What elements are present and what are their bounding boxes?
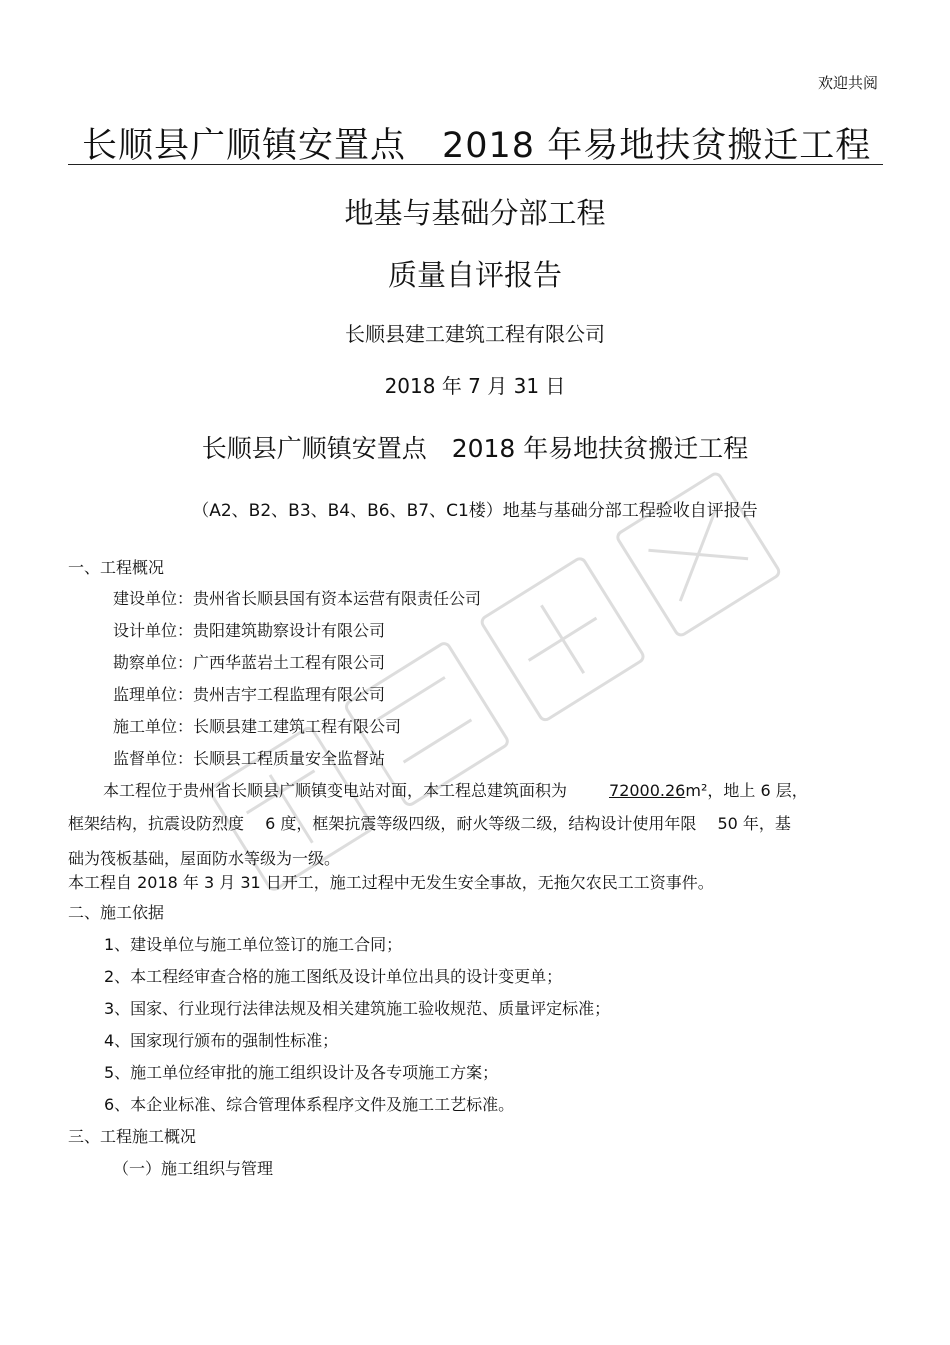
unit-monitor: 监督单位：长顺县工程质量安全监督站	[113, 749, 386, 768]
section2-heading: 二、施工依据	[68, 903, 165, 922]
overview-line-3: 础为筏板基础，屋面防水等级为一级。	[68, 849, 341, 868]
overview-text-a: 本工程位于贵州省长顺县广顺镇变电站对面，本工程总建筑面积为	[103, 781, 568, 800]
section1-heading: 一、工程概况	[68, 558, 165, 577]
section3-heading: 三、工程施工概况	[68, 1127, 197, 1146]
basis-item-1: 1、建设单位与施工单位签订的施工合同；	[104, 935, 403, 954]
unit-contractor: 施工单位：长顺县建工建筑工程有限公司	[113, 717, 402, 736]
main-title: 长顺县广顺镇安置点 2018 年易地扶贫搬迁工程	[82, 126, 872, 166]
header-note: 欢迎共阅	[817, 74, 878, 92]
total-area-unit: m²，地上 6 层，	[685, 781, 808, 800]
section3-sub1: （一）施工组织与管理	[113, 1159, 274, 1178]
basis-item-3: 3、国家、行业现行法律法规及相关建筑施工验收规范、质量评定标准；	[104, 999, 611, 1018]
unit-construction: 建设单位：贵州省长顺县国有资本运营有限责任公司	[113, 589, 482, 608]
basis-item-4: 4、国家现行颁布的强制性标准；	[104, 1031, 339, 1050]
title-divider	[68, 164, 883, 165]
overview-line-1	[103, 778, 808, 801]
report-date: 2018 年 7 月 31 日	[384, 374, 566, 398]
total-area-value: 72000.26	[609, 781, 686, 800]
overview-line-2: 框架结构，抗震设防烈度 6 度，框架抗震等级四级，耐火等级二级，结构设计使用年限 50 年，基	[68, 814, 791, 833]
unit-design: 设计单位：贵阳建筑勘察设计有限公司	[113, 621, 386, 640]
basis-item-5: 5、施工单位经审批的施工组织设计及各专项施工方案；	[104, 1063, 499, 1082]
unit-survey: 勘察单位：广西华蓝岩土工程有限公司	[113, 653, 386, 672]
basis-item-2: 2、本工程经审查合格的施工图纸及设计单位出具的设计变更单；	[104, 967, 563, 986]
subtitle-report: 质量自评报告	[387, 258, 562, 292]
basis-item-6: 6、本企业标准、综合管理体系程序文件及施工工艺标准。	[104, 1095, 515, 1114]
company-name: 长顺县建工建筑工程有限公司	[345, 322, 605, 346]
overview-line-4: 本工程自 2018 年 3 月 31 日开工，施工过程中无发生安全事故，无拖欠农民工工资事件。	[68, 873, 714, 892]
subtitle-division: 地基与基础分部工程	[344, 196, 606, 230]
project-title: 长顺县广顺镇安置点 2018 年易地扶贫搬迁工程	[201, 434, 749, 463]
report-subtitle: （A2、B2、B3、B4、B6、B7、C1楼）地基与基础分部工程验收自评报告	[192, 501, 758, 521]
unit-supervision: 监理单位：贵州吉宇工程监理有限公司	[113, 685, 386, 704]
